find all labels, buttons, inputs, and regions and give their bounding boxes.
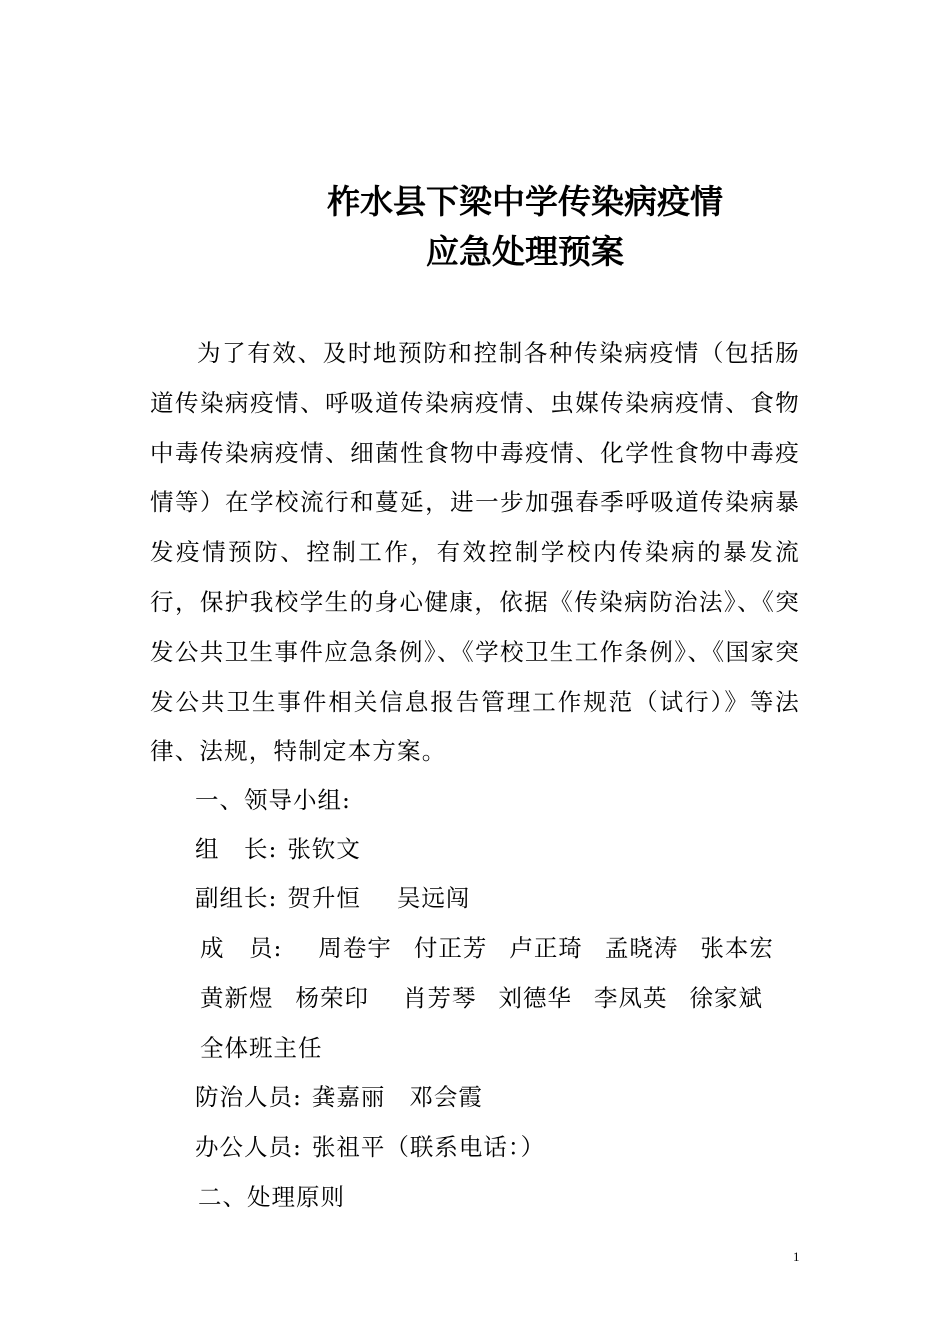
prevention-staff-line <box>195 1082 483 1112</box>
member-name: 卢正琦 <box>509 934 583 962</box>
members-line-1 <box>200 933 774 963</box>
members-line-2 <box>200 983 763 1013</box>
deputy-name: 吴远闯 <box>396 884 471 912</box>
leader-name: 张钦文 <box>287 835 361 863</box>
office-label: 办公人员: <box>195 1133 302 1161</box>
prevention-name: 邓会霞 <box>409 1083 483 1111</box>
member-name: 刘德华 <box>498 984 572 1012</box>
prevention-name: 龚嘉丽 <box>311 1083 386 1111</box>
member-name: 张本宏 <box>700 934 774 962</box>
section-2-heading: 二、处理原则 <box>198 1183 345 1211</box>
member-name: 肖芳琴 <box>403 984 477 1012</box>
deputy-leader-line <box>195 883 470 913</box>
member-name: 徐家斌 <box>689 984 763 1012</box>
member-name: 付正芳 <box>413 934 488 962</box>
member-name: 孟晓涛 <box>604 934 679 962</box>
member-name: 李凤英 <box>594 984 668 1012</box>
member-name: 黄新煜 <box>200 984 274 1012</box>
office-staff-line <box>195 1132 545 1162</box>
deputy-name: 贺升恒 <box>287 884 361 912</box>
document-title-line-1: 柞水县下梁中学传染病疫情 <box>327 182 723 221</box>
document-title-line-2: 应急处理预案 <box>426 232 624 271</box>
deputy-label: 副组长: <box>195 884 278 912</box>
member-name: 杨荣印 <box>295 984 369 1012</box>
section-1-heading: 一、领导小组: <box>195 786 351 814</box>
members-line-3: 全体班主任 <box>200 1034 323 1062</box>
page-number: 1 <box>793 1249 800 1264</box>
leader-line <box>195 834 361 864</box>
prevention-label: 防治人员: <box>195 1083 302 1111</box>
leader-label: 组 长: <box>195 835 278 863</box>
intro-paragraph: 为了有效、及时地预防和控制各种传染病疫情（包括肠道传染病疫情、呼吸道传染病疫情、虫媒传染病疫情、食物中毒传染病疫情、细菌性食物中毒疫情、化学性食物中毒疫情等）在学校流行和蔓延，进一步加强春季呼吸道传染病暴发疫情预防、控制工作，有效控制学校内传染病的暴发流行，保护我校学生的身心健康，依据《传染病防治法》、《突发公共卫生事件应急条例》、《学校卫生工作条例》、《国家突发公共卫生事件相关信息报告管理工作规范（试行）》等法律、法规，特制定本方案。 <box>150 339 800 766</box>
office-name: 张祖平（联系电话：） <box>311 1133 546 1161</box>
members-label: 成 员: <box>200 934 283 962</box>
member-name: 周卷宇 <box>318 934 392 962</box>
